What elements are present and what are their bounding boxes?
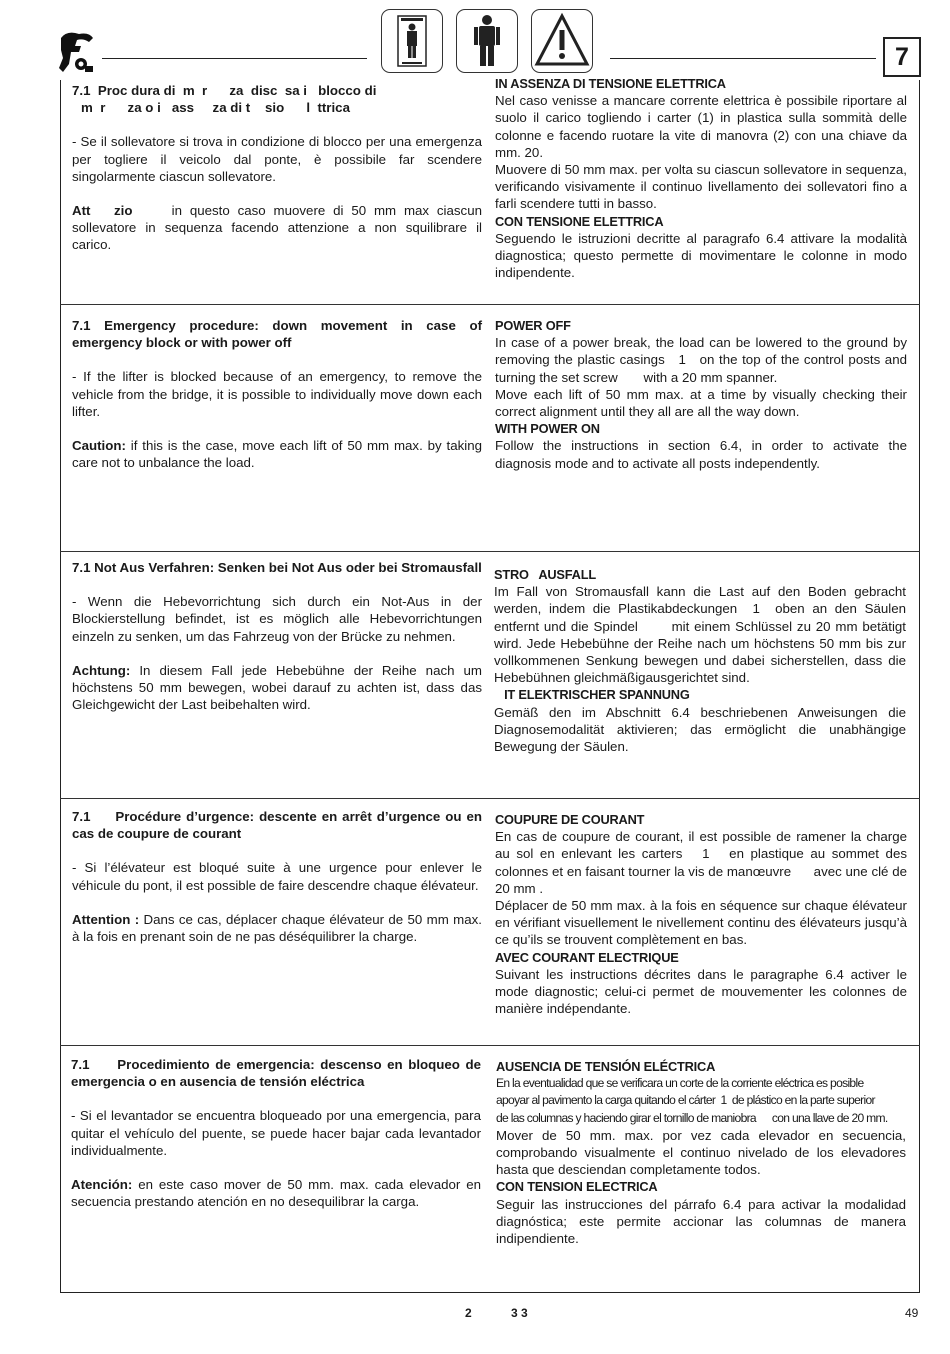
section-caution: [71, 1176, 481, 1210]
right-paragraph: Muovere di 50 mm max. per volta su ciascun sollevatore in sequenza, verificando visivamente il continuo livellamento dei sollevatori fino a farli scendere tutti in basso.: [495, 162, 907, 212]
warning-triangle-icon: [531, 9, 593, 73]
right-paragraph: Seguendo le istruzioni decritte al paragrafo 6.4 attivare la modalità diagnostica; questo permette di movimentare le colonne in modo indipendente.: [495, 230, 907, 281]
right-paragraph: Move each lift of 50 mm max. at a time by visually checking their correct alignment until they all are all the way down.: [495, 386, 907, 420]
chapter-number: 7: [883, 37, 921, 77]
right-condensed-line: apoyar al pavimento la carga quitando el cárter 1 de plástico en la parte superior: [496, 1093, 875, 1108]
section-en-left: [72, 317, 482, 471]
page-number: 49: [905, 1306, 919, 1320]
section-fr-left: [72, 808, 486, 945]
brand-logo-icon: [55, 28, 97, 74]
right-paragraph: Seguir las instrucciones del párrafo 6.4 para activar la modalidad diagnóstica; este permite accionar las columnas de manera indipendiente.: [496, 1196, 906, 1247]
section-fr-right: [495, 811, 911, 1017]
right-paragraph: Mover de 50 mm. max. por vez cada elevador en secuencia, comprobando visualmente el continuo nivelado de los elevadores hasta que desciendan completamente todos.: [496, 1127, 906, 1178]
section-divider: [60, 1045, 920, 1046]
subhead-power-off: POWER OFF: [495, 318, 571, 333]
footer-left-code: 2: [465, 1306, 472, 1320]
subhead-power-off: COUPURE DE COURANT: [495, 812, 645, 827]
right-paragraph: In case of a power break, the load can be lowered to the ground by removing the plastic casings 1 on the top of the control posts and turning the set screw with a 20 mm spanner.: [495, 335, 911, 385]
section-it-right: [495, 75, 907, 281]
page-header: [0, 0, 950, 80]
section-es-right: [496, 1058, 906, 1247]
right-paragraph: En cas de coupure de courant, il est possible de ramener la charge au sol en enlevant les carters 1 en plastique au sommet des colonnes et en faisant tourner la vis de manœuvre avec une clé de 20 mm .: [495, 829, 911, 896]
right-condensed-line: de las columnas y haciendo girar el tornillo de maniobra con una llave de 20 mm.: [496, 1110, 888, 1125]
caution-text: en este caso mover de 50 mm. max. cada elevador en secuencia prestando atención en no desequilibrar la carga.: [71, 1177, 481, 1210]
caution-text: in questo caso muovere di 50 mm max ciascun sollevatore in sequenza facendo attenzione a non squilibrare il carico.: [72, 203, 486, 253]
section-divider: [60, 304, 920, 305]
right-paragraph: Follow the instructions in section 6.4, in order to activate the diagnosis mode and to activate all posts independently.: [495, 438, 907, 471]
section-divider: [60, 798, 920, 799]
caution-label: Caution:: [72, 438, 126, 454]
header-rule-left: [102, 58, 367, 59]
caution-label: Attention :: [72, 911, 140, 927]
section-title: 7.1 Proc dura di m r za disc sa i blocco di: [72, 83, 377, 98]
subhead-power-on: CON TENSIONE ELETTRICA: [495, 213, 664, 229]
header-rule-right: [610, 58, 876, 59]
section-paragraph: - Si el levantador se encuentra bloqueado por una emergencia, para quitar el vehículo del puente, se puede hacer bajar cada levantador individualmente.: [71, 1108, 481, 1158]
subhead-power-off: STRO AUSFALL: [494, 567, 596, 582]
caution-label: Atención:: [71, 1177, 133, 1193]
subhead-power-on: AVEC COURANT ELECTRIQUE: [495, 949, 679, 965]
section-en-right: [495, 317, 911, 472]
section-paragraph: - Wenn die Hebevorrichtung sich durch ein Not-Aus in der Blockierstellung befindet, ist es möglich alle Hebevorrichtungen einzeln zu senken, um das Fahrzeug von der Brücke zu nehmen.: [72, 594, 482, 644]
right-paragraph: Déplacer de 50 mm max. à la fois en séquence sur chaque élévateur en vérifiant visuellement le nivellement continu des élévateurs jusqu’à ce qu’ils se trouvent complètement en bas.: [495, 898, 907, 948]
subhead-power-off: IN ASSENZA DI TENSIONE ELETTRICA: [495, 76, 726, 91]
section-de-right: [494, 566, 910, 755]
section-caution: [72, 437, 482, 471]
footer-mid-code: 3 3: [511, 1306, 528, 1320]
section-it-left: [72, 82, 486, 254]
section-divider: [60, 551, 920, 552]
section-title-line2: m r za o i ass za di t sio l ttrica: [81, 100, 350, 116]
section-paragraph: - If the lifter is blocked because of an emergency, to remove the vehicle from the bridge, it is possible to individually move down each lifter.: [72, 369, 482, 419]
right-paragraph: Nel caso venisse a mancare corrente elettrica è possibile riportare al suolo il carico togliendo i carter (1) in plastica sulla sommità delle colonne e facendo ruotare la vite di manovra (2) con una chiave da mm. 20.: [495, 93, 907, 160]
section-title: 7.1 Procedimiento de emergencia: descenso en bloqueo de emergencia o en ausencia de tensión eléctrica: [71, 1057, 485, 1090]
subhead-power-on: IT ELEKTRISCHER SPANNUNG: [494, 687, 690, 703]
subhead-power-on: WITH POWER ON: [495, 421, 600, 437]
section-paragraph: - Se il sollevatore si trova in condizione di blocco per una emergenza per togliere il veicolo dal ponte, è possibile far scendere singolarmente ciascun sollevatore.: [72, 134, 482, 184]
caution-text: if this is the case, move each lift of 50 mm max. by taking care not to unbalance the load.: [72, 438, 482, 471]
right-paragraph: Gemäß den im Abschnitt 6.4 beschriebenen Anweisungen die Diagnosemodalität aktivieren; das ermöglicht die unabhängige Bewegung der Säulen.: [494, 704, 906, 755]
section-paragraph: - Si l’élévateur est bloqué suite à une urgence pour enlever le véhicule du pont, il est possible de faire descendre chaque élévateur.: [72, 860, 482, 893]
caution-text: Dans ce cas, déplacer chaque élévateur de 50 mm max. à la fois en prenant soin de ne pas déséquilibrer la charge.: [72, 911, 482, 945]
caution-label: Att zio: [72, 203, 133, 219]
section-title: 7.1 Procédure d’urgence: descente en arrêt d’urgence ou en cas de coupure de courant: [72, 809, 486, 842]
section-es-left: [71, 1056, 485, 1210]
section-title: 7.1 Emergency procedure: down movement in case of emergency block or with power off: [72, 318, 482, 351]
section-title: 7.1 Not Aus Verfahren: Senken bei Not Aus oder bei Stromausfall: [72, 560, 482, 575]
right-paragraph: Im Fall von Stromausfall kann die Last auf den Boden gebracht werden, indem die Plastikabdeckungen 1 oben an den Säulen entfernt und die Spindel mit einem Schlüssel zu 20 mm betätigt wird. Jede Hebebühne der Reihe nach um höchstens 50 mm bis zur vollkommenen Senkung bewegen und dabei sicherstellen, dass die Hebebühnen gleichmäßigausgerichtet sind.: [494, 584, 910, 686]
right-condensed-line: En la eventualidad que se verificara un corte de la corriente eléctrica es posible: [496, 1076, 864, 1091]
subhead-power-on: CON TENSION ELECTRICA: [496, 1179, 658, 1195]
caution-text: In diesem Fall jede Hebebühne der Reihe nach um höchstens 50 mm bewegen, wobei darauf zu achten ist, dass das Gleichgewicht der Last beibehalten wird.: [72, 662, 482, 713]
section-caution: [72, 662, 482, 714]
caution-label: Achtung:: [72, 662, 131, 678]
subhead-power-off: AUSENCIA DE TENSIÓN ELÉCTRICA: [496, 1059, 716, 1074]
section-de-left: [72, 559, 482, 713]
technician-icon: [456, 9, 518, 73]
section-caution: [72, 911, 482, 945]
operator-lift-icon: [381, 9, 443, 73]
right-paragraph: Suivant les instructions décrites dans le paragraphe 6.4 activer le mode diagnostic; celui-ci permet de mouvementer les colonnes de manière indépendante.: [495, 966, 907, 1017]
section-caution: [72, 202, 486, 254]
